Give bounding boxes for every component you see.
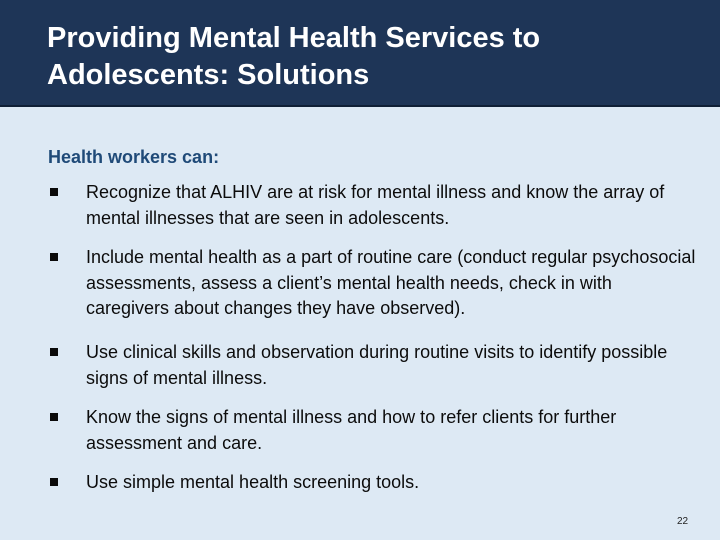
bullet-text: Know the signs of mental illness and how to refer clients for further assessment and care. (86, 407, 617, 453)
page-number: 22 (677, 516, 689, 527)
square-bullet-icon (50, 188, 58, 196)
bullet-text: Use clinical skills and observation during routine visits to identify possible signs of mental illness. (86, 342, 668, 388)
bullet-text: Recognize that ALHIV are at risk for mental illness and know the array of mental illnesses that are seen in adolescents. (86, 182, 665, 228)
square-bullet-icon (50, 413, 58, 421)
bullet-text: Use simple mental health screening tools. (86, 472, 420, 492)
bullet-text: Include mental health as a part of routine care (conduct regular psychosocial assessments, assess a client’s mental health needs, check in with caregivers about changes they have observed). (86, 247, 696, 318)
subheading: Health workers can: (48, 147, 220, 167)
square-bullet-icon (50, 253, 58, 261)
title-bar (0, 0, 720, 107)
slide-title: Providing Mental Health Services to Adolescents: Solutions (47, 22, 541, 91)
square-bullet-icon (50, 348, 58, 356)
square-bullet-icon (50, 478, 58, 486)
